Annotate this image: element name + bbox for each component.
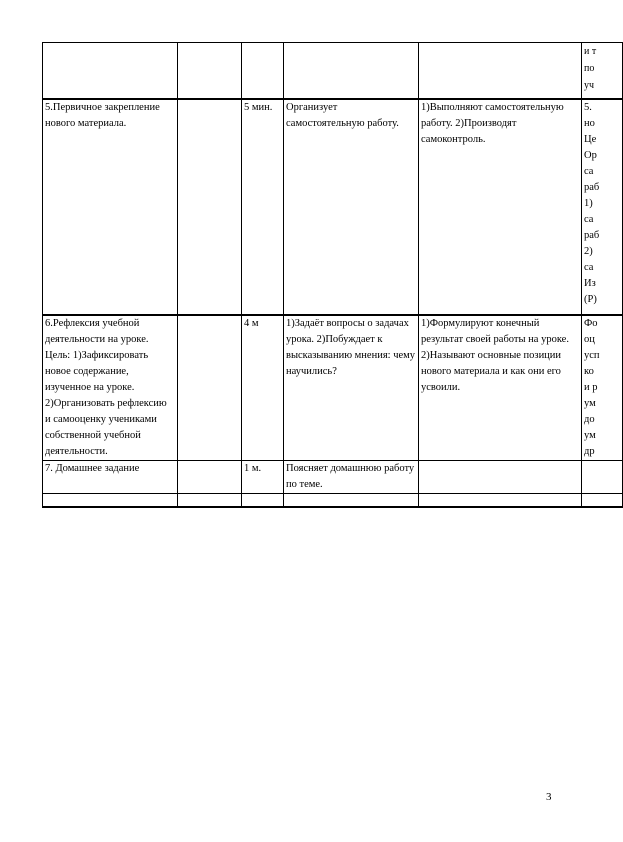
table-row (43, 460, 623, 493)
stage-cell (43, 43, 178, 99)
empty-cell (178, 43, 242, 99)
table-row (43, 493, 623, 507)
cut-off-cell (582, 493, 623, 507)
student-activity-cell (419, 43, 582, 99)
cut-off-cell: 5. но Це Ор са раб 1) са раб 2) са Из (Р) (582, 99, 623, 315)
cut-off-cell (582, 460, 623, 493)
student-activity-cell: 1)Формулируют конечный результат своей работы на уроке. 2)Называют основные позиции нового материала и как они его усвоили. (419, 315, 582, 461)
teacher-activity-cell: Поясняет домашнюю работу по теме. (284, 460, 419, 493)
teacher-activity-cell (284, 43, 419, 99)
page-number: 3 (546, 791, 552, 803)
student-activity-cell: 1)Выполняют самостоятельную работу. 2)Производят самоконтроль. (419, 99, 582, 315)
time-cell: 5 мин. (242, 99, 284, 315)
cut-off-cell: и т по уч (582, 43, 623, 99)
lesson-plan-table (42, 42, 623, 508)
teacher-activity-cell: 1)Задаёт вопросы о задачах урока. 2)Побуждает к высказыванию мнения: чему научились? (284, 315, 419, 461)
stage-cell: 5.Первичное закрепление нового материала. (43, 99, 178, 315)
empty-cell (178, 460, 242, 493)
stage-cell: 6.Рефлексия учебной деятельности на уроке. Цель: 1)Зафиксировать новое содержание, изученное на уроке. 2)Организовать рефлексию и самооценку учениками собственной учебной деятельности. (43, 315, 178, 461)
stage-cell: 7. Домашнее задание (43, 460, 178, 493)
empty-cell (178, 315, 242, 461)
time-cell: 1 м. (242, 460, 284, 493)
stage-cell (43, 493, 178, 507)
time-cell (242, 43, 284, 99)
empty-cell (178, 99, 242, 315)
table-row (43, 99, 623, 315)
empty-cell (178, 493, 242, 507)
student-activity-cell (419, 493, 582, 507)
table-row (43, 315, 623, 461)
time-cell: 4 м (242, 315, 284, 461)
teacher-activity-cell (284, 493, 419, 507)
table-row (43, 43, 623, 99)
cut-off-cell: Фо оц усп ко и р ум до ум др (582, 315, 623, 461)
time-cell (242, 493, 284, 507)
teacher-activity-cell: Организует самостоятельную работу. (284, 99, 419, 315)
student-activity-cell (419, 460, 582, 493)
